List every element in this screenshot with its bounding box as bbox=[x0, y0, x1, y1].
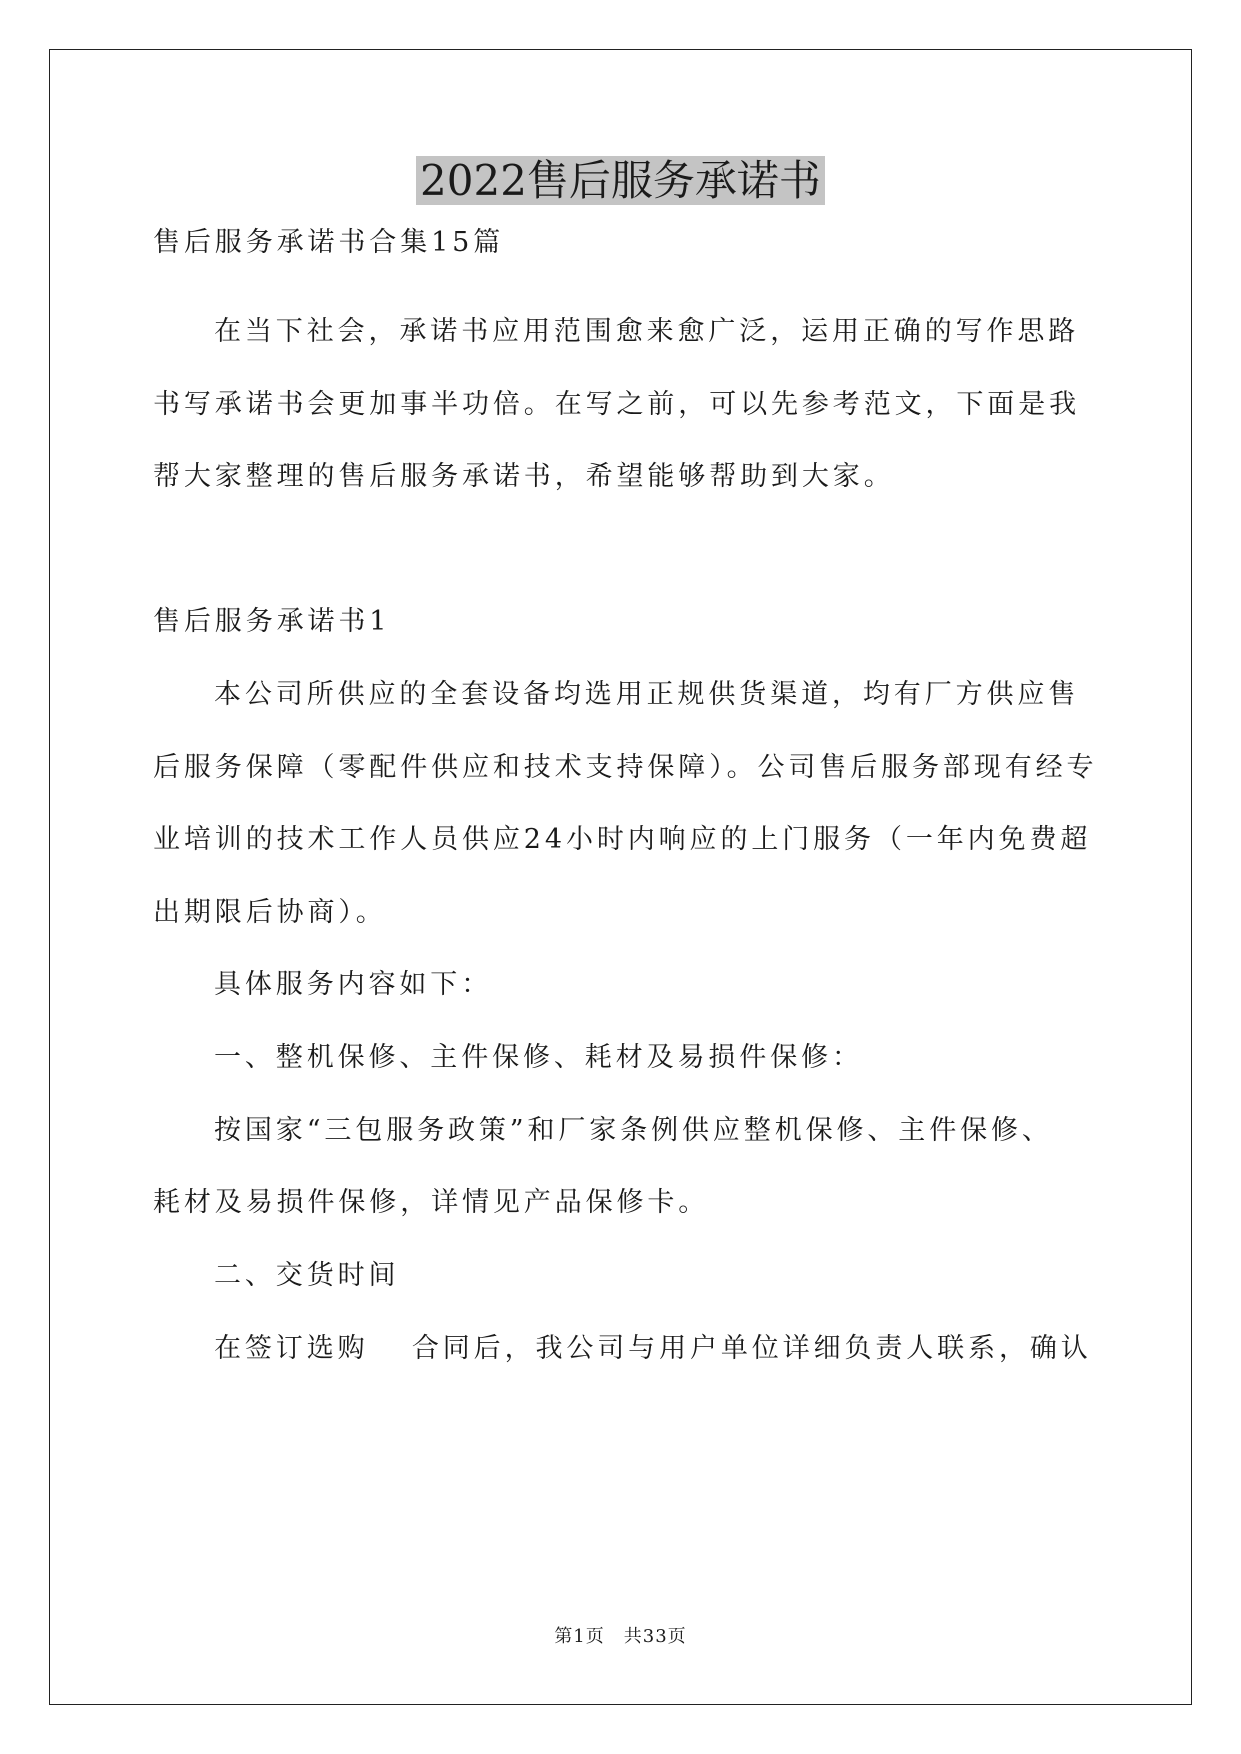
item-heading-1: 一、整机保修、主件保修、耗材及易损件保修： bbox=[214, 1042, 863, 1073]
item-heading-2: 二、交货时间 bbox=[214, 1260, 400, 1291]
body-line-4: 出期限后协商）。 bbox=[153, 897, 387, 928]
document-title: 2022售后服务承诺书 bbox=[0, 152, 1241, 210]
collection-subtitle: 售后服务承诺书合集15篇 bbox=[153, 227, 505, 258]
body-line-1: 本公司所供应的全套设备均选用正规供货渠道，均有厂方供应售 bbox=[214, 679, 1080, 710]
service-intro: 具体服务内容如下： bbox=[214, 969, 493, 1000]
body-line-2: 后服务保障（零配件供应和技术支持保障）。公司售后服务部现有经专 bbox=[153, 752, 1098, 783]
item-1-line-1: 按国家“三包服务政策”和厂家条例供应整机保修、主件保修、 bbox=[214, 1115, 1053, 1146]
section-heading: 售后服务承诺书1 bbox=[153, 606, 391, 637]
body-line-3: 业培训的技术工作人员供应24小时内响应的上门服务（一年内免费超 bbox=[153, 824, 1092, 855]
intro-line-1: 在当下社会，承诺书应用范围愈来愈广泛，运用正确的写作思路 bbox=[214, 316, 1080, 347]
page-border bbox=[49, 49, 1192, 1705]
item-2-line-1: 在签订选购 合同后，我公司与用户单位详细负责人联系，确认 bbox=[214, 1333, 1092, 1364]
item-1-line-2: 耗材及易损件保修，详情见产品保修卡。 bbox=[153, 1187, 710, 1218]
intro-line-2: 书写承诺书会更加事半功倍。在写之前，可以先参考范文，下面是我 bbox=[153, 389, 1080, 420]
intro-line-3: 帮大家整理的售后服务承诺书，希望能够帮助到大家。 bbox=[153, 461, 895, 492]
page-number-footer: 第1页 共33页 bbox=[554, 1626, 687, 1647]
